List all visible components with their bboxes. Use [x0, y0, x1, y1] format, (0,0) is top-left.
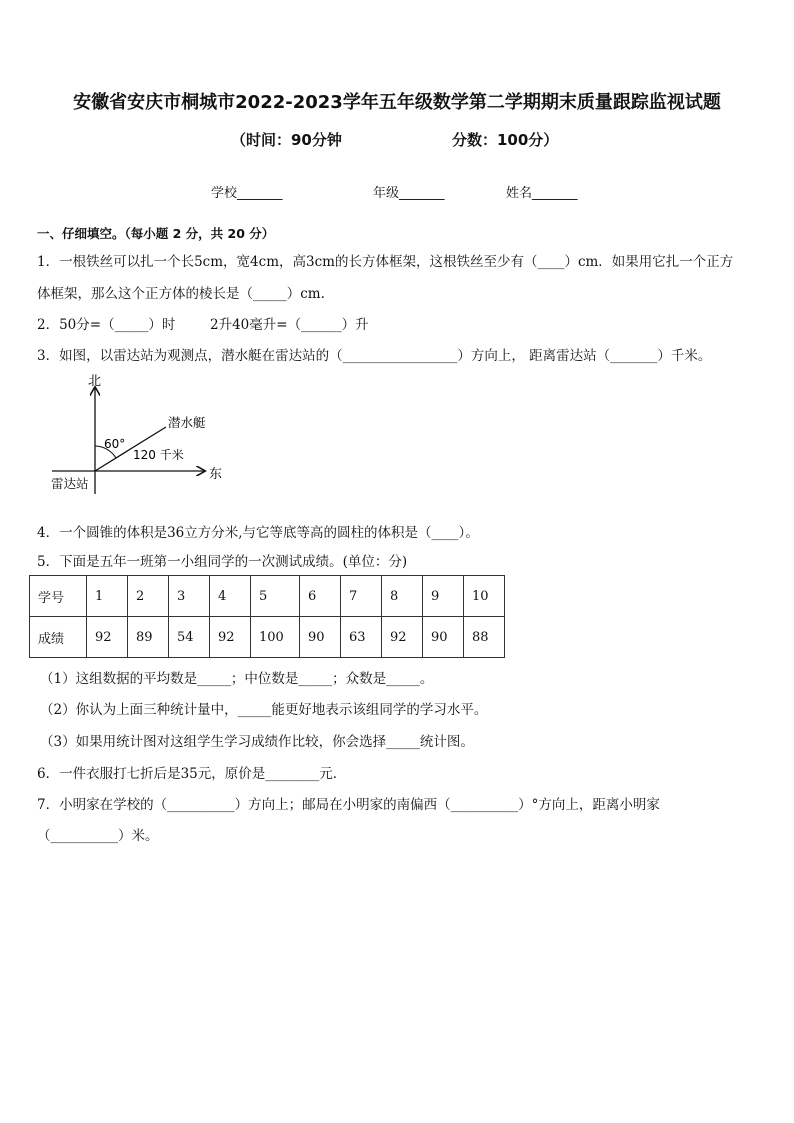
page-title: 安徽省安庆市桐城市2022-2023学年五年级数学第二学期期末质量跟踪监视试题 [73, 92, 721, 113]
exam-time: （时间：90分钟 [231, 131, 342, 149]
table-cell: 88 [464, 617, 505, 658]
table-cell: 63 [341, 617, 382, 658]
table-cell: 3 [169, 576, 210, 617]
table-cell: 4 [210, 576, 251, 617]
question-2-part-a: 2．50分=（_____）时 [37, 317, 176, 333]
question-4: 4．一个圆锥的体积是36立方分米,与它等底等高的圆柱的体积是（____）。 [37, 525, 479, 541]
table-cell: 5 [251, 576, 300, 617]
question-7-line-1: 7．小明家在学校的（__________）方向上；邮局在小明家的南偏西（__________）°方向上，距离小明家 [37, 797, 660, 813]
question-5: 5．下面是五年一班第一小组同学的一次测试成绩。(单位：分) [37, 554, 408, 570]
north-label: 北 [88, 374, 102, 389]
table-cell: 成绩 [30, 617, 87, 658]
angle-label: 60° [104, 437, 126, 451]
question-1-line-1: 1．一根铁丝可以扎一个长5cm，宽4cm，高3cm的长方体框架，这根铁丝至少有（____）cm．如果用它扎一个正方 [37, 254, 734, 270]
question-7-line-2: （__________）米。 [37, 828, 159, 844]
question-2-part-b: 2升40毫升=（______）升 [210, 317, 369, 333]
question-5-sub-3: （3）如果用统计图对这组学生学习成绩作比较，你会选择_____统计图。 [40, 734, 474, 750]
distance-label: 120 千米 [133, 448, 184, 462]
submarine-label: 潜水艇 [168, 415, 206, 430]
question-1-line-2: 体框架，那么这个正方体的棱长是（_____）cm. [37, 286, 325, 302]
table-cell: 100 [251, 617, 300, 658]
question-5-sub-1: （1）这组数据的平均数是_____；中位数是_____；众数是_____。 [40, 671, 434, 687]
question-5-sub-2: （2）你认为上面三种统计量中，_____能更好地表示该组同学的学习水平。 [40, 702, 488, 718]
school-field: 学校_______ [211, 186, 283, 201]
station-label: 雷达站 [51, 476, 89, 491]
table-cell: 6 [300, 576, 341, 617]
table-cell: 90 [300, 617, 341, 658]
score-table [29, 575, 505, 658]
table-cell: 10 [464, 576, 505, 617]
radar-diagram [46, 372, 246, 500]
table-cell: 92 [87, 617, 128, 658]
table-row [30, 576, 505, 617]
east-label: 东 [209, 467, 223, 482]
table-cell: 9 [423, 576, 464, 617]
table-cell: 89 [128, 617, 169, 658]
table-row [30, 617, 505, 658]
table-cell: 54 [169, 617, 210, 658]
table-cell: 92 [210, 617, 251, 658]
exam-score: 分数：100分） [452, 131, 559, 149]
table-cell: 90 [423, 617, 464, 658]
table-cell: 1 [87, 576, 128, 617]
question-3: 3．如图，以雷达站为观测点，潜水艇在雷达站的（_________________）方向上， 距离雷达站（_______）千米。 [37, 348, 712, 364]
grade-field: 年级_______ [373, 186, 445, 201]
question-6: 6．一件衣服打七折后是35元，原价是________元． [37, 766, 347, 782]
table-cell: 92 [382, 617, 423, 658]
table-cell: 2 [128, 576, 169, 617]
section-heading: 一、仔细填空。（每小题 2 分，共 20 分） [37, 226, 275, 241]
name-field: 姓名_______ [506, 186, 578, 201]
table-cell: 8 [382, 576, 423, 617]
table-cell: 7 [341, 576, 382, 617]
table-cell: 学号 [30, 576, 87, 617]
